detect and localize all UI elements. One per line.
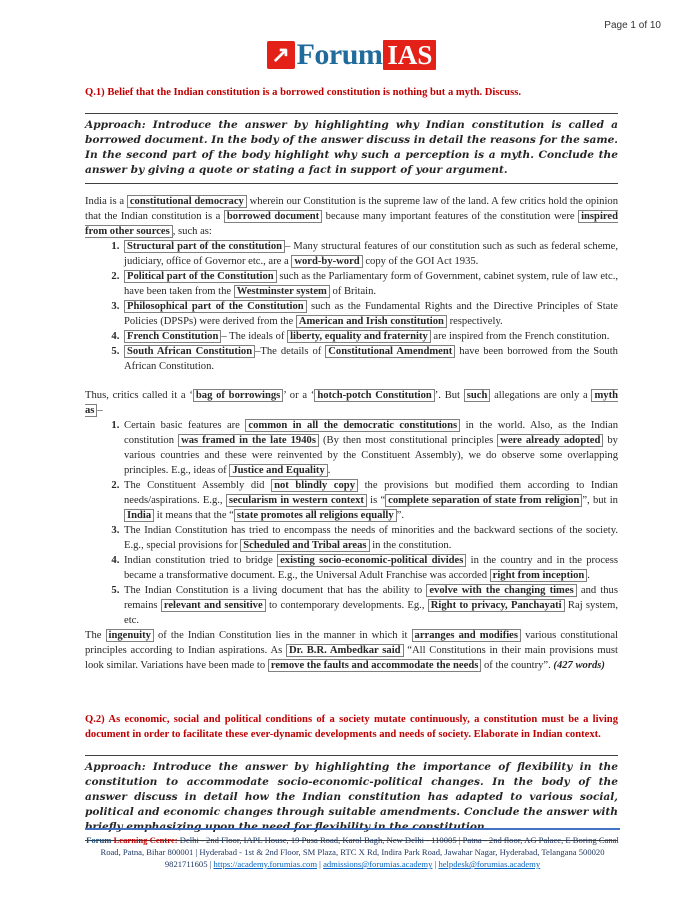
highlight-box: Structural part of the constitution: [124, 240, 285, 253]
text-segment: in the constitution.: [369, 540, 452, 551]
text-segment: |: [207, 859, 214, 869]
text-segment: , such as:: [172, 226, 212, 237]
text-segment: various constitutional principles according to Indian aspirations. As: [85, 630, 618, 656]
highlight-box: Dr. B.R. Ambedkar said: [286, 644, 404, 657]
text-segment: because many important features of the constitution were: [322, 211, 579, 222]
text-segment: Certain basic features are: [124, 420, 246, 431]
text-segment: 9821711605: [164, 859, 208, 869]
q1-borrowed-sources-list: [85, 239, 618, 374]
highlight-box: evolve with the changing times: [426, 584, 576, 597]
text-segment: “All Constitutions in their main provisions must look similar. Variations have been made to: [85, 645, 619, 671]
highlight-box: Scheduled and Tribal areas: [240, 539, 369, 552]
highlight-box: South African Constitution: [124, 345, 255, 358]
text-segment: such as the Fundamental Rights and the Directive Principles of State Policies (DPSPs) were derived from the: [124, 301, 618, 327]
text-segment: .: [587, 570, 590, 581]
highlight-box: right from inception: [490, 569, 588, 582]
text-segment: wherein our Constitution is the supreme law of the land. A few critics hold the opinion that the Indian constitution is a: [85, 196, 619, 222]
page-footer: [85, 828, 620, 870]
list-item: [122, 299, 618, 329]
highlight-box: French Constitution: [124, 330, 221, 343]
footer-contact-line: [85, 858, 620, 870]
text-segment: .: [327, 465, 331, 476]
list-item: [122, 239, 618, 269]
text-segment: in the world. Also, as the Indian constitution: [124, 420, 618, 446]
text-segment: Forum: [86, 835, 114, 845]
question-1-approach: Approach: Introduce the answer by highlighting why Indian constitution is called a borrowed document. In the body of the answer discuss in detail the reasons for the same. In the second part of the body highlight why such a perception is a myth. Conclude the answer by giving a quote or stating a fact in support of your argument.: [85, 113, 618, 184]
highlight-box: American and Irish constitution: [296, 315, 447, 328]
text-segment: such as the Parliamentary form of Government, cabinet system, rule of law etc., have been taken from the: [124, 271, 618, 297]
text-segment: (427 words): [553, 660, 605, 671]
text-segment: by various countries and these were reinvented by the Constituent Assembly), we do observe some overlapping principles. E.g., ideas of: [124, 435, 618, 476]
text-segment: Delhi - 2nd Floor, IAPL House, 19 Pusa Road, Karol Bagh, New Delhi - 110005 | Patna - 2nd floor, AG Palace, E Boring Canal Road, Patna, Bihar 800001 | Hyderabad - 1st & 2nd Floor, SM Plaza, RTC X Rd, Indira Park Road, Jawahar Nagar, Hyderabad, Telangana 500020: [100, 835, 619, 857]
footer-link[interactable]: helpdesk@forumias.academy: [438, 859, 541, 869]
section-gap: [85, 673, 618, 699]
text-segment: of the country”.: [481, 660, 554, 671]
text-segment: The Constituent Assembly did: [124, 480, 272, 491]
text-segment: are inspired from the French constitution.: [430, 331, 610, 342]
highlight-box: secularism in western context: [226, 494, 367, 507]
text-segment: India is a: [85, 196, 127, 207]
list-item: [122, 523, 618, 553]
highlight-box: bag of borrowings: [193, 389, 283, 402]
text-segment: it means that the “: [154, 510, 234, 521]
footer-link[interactable]: https://academy.forumias.com: [213, 859, 318, 869]
logo-ias-text: IAS: [383, 40, 436, 70]
text-segment: copy of the GOI Act 1935.: [362, 256, 479, 267]
highlight-box: was framed in the late 1940s: [178, 434, 319, 447]
highlight-box: Philosophical part of the Constitution: [124, 300, 307, 313]
forumias-logo: [85, 38, 618, 72]
text-segment: ”.: [396, 510, 404, 521]
highlight-box: relevant and sensitive: [161, 599, 266, 612]
text-segment: – The ideals of: [221, 331, 288, 342]
text-segment: to contemporary developments. Eg.,: [265, 600, 428, 611]
text-segment: Thus, critics called it a ‘: [85, 390, 193, 401]
highlight-box: borrowed document: [224, 210, 322, 223]
text-segment: The: [85, 630, 106, 641]
text-segment: ”, but in: [582, 495, 618, 506]
highlight-box: Right to privacy, Panchayati: [428, 599, 565, 612]
highlight-box: myth as: [85, 390, 619, 416]
text-segment: Raj system, etc.: [124, 600, 619, 626]
q1-thus-paragraph: [85, 388, 618, 418]
highlight-box: Westminster system: [234, 285, 330, 298]
page-indicator: Page 1 of 10: [604, 20, 661, 31]
text-segment: Learning Centre:: [113, 835, 178, 845]
list-item: [122, 418, 618, 478]
text-segment: –: [97, 405, 103, 416]
highlight-box: remove the faults and accommodate the needs: [268, 659, 482, 672]
highlight-box: existing socio-economic-political divides: [277, 554, 466, 567]
text-segment: allegations are only a: [490, 390, 592, 401]
q1-myth-reasons-list: [85, 418, 618, 628]
text-segment: (By then most constitutional principles: [318, 435, 498, 446]
text-segment: |: [317, 859, 324, 869]
text-segment: ’ or a ‘: [283, 390, 315, 401]
text-segment: of the Indian Constitution lies in the manner in which it: [153, 630, 412, 641]
list-item: [122, 478, 618, 523]
text-segment: have been borrowed from the South African Constitution.: [124, 346, 618, 372]
highlight-box: hotch-potch Constitution: [314, 389, 434, 402]
highlight-box: common in all the democratic constitutions: [245, 419, 460, 432]
text-segment: |: [432, 859, 439, 869]
highlight-box: not blindly copy: [271, 479, 358, 492]
highlight-box: liberty, equality and fraternity: [287, 330, 431, 343]
question-2-approach: Approach: Introduce the answer by highlighting the importance of flexibility in the constitution to accommodate socio-economic-political changes. In the body of the answer discuss in detail how the Indian constitution has adapted to various social, political and economic changes through suitable amendments. Conclude the answer with briefly emphasizing upon the need for flexibility in the constitution.: [85, 755, 618, 841]
highlight-box: state promotes all religions equally: [234, 509, 397, 522]
highlight-box: word-by-word: [291, 255, 362, 268]
question-1-heading: Q.1) Belief that the Indian constitution is a borrowed constitution is nothing but a myth. Discuss.: [85, 87, 521, 98]
list-item: [122, 553, 618, 583]
text-segment: –The details of: [255, 346, 326, 357]
text-segment: respectively.: [446, 316, 503, 327]
highlight-box: such: [464, 389, 491, 402]
text-segment: and thus remains: [124, 585, 618, 611]
text-segment: is “: [366, 495, 386, 506]
highlight-box: India: [124, 509, 154, 522]
highlight-box: constitutional democracy: [127, 195, 247, 208]
highlight-box: Political part of the Constitution: [124, 270, 277, 283]
list-item: [122, 344, 618, 374]
text-segment: – Many structural features of our constitution such as such as federal scheme, judiciary, office of Governor etc., are a: [124, 241, 618, 267]
highlight-box: Justice and Equality: [229, 464, 327, 477]
highlight-box: Constitutional Amendment: [325, 345, 455, 358]
list-item: [122, 329, 618, 344]
highlight-box: inspired from other sources: [85, 211, 618, 237]
highlight-box: complete separation of state from religion: [385, 494, 582, 507]
highlight-box: ingenuity: [106, 629, 154, 642]
text-segment: in the country and in the process became a transformative document. E.g., the Universal Adult Franchise was accorded: [124, 555, 618, 581]
text-segment: the provisions but modified them according to Indian needs/aspirations. E.g.,: [124, 480, 618, 506]
arrow-up-right-icon: ↗: [267, 41, 295, 69]
question-2-heading: Q.2) As economic, social and political conditions of a society mutate continuously, a constitution must be a living document in order to facilitate these ever-dynamic developments and needs of society. Elaborate in Indian context.: [85, 714, 618, 740]
list-item: [122, 583, 618, 628]
text-segment: Indian constitution tried to bridge: [124, 555, 278, 566]
highlight-box: were already adopted: [497, 434, 603, 447]
footer-address-line: [85, 834, 620, 858]
q1-conclusion-paragraph: [85, 628, 618, 673]
list-item: [122, 269, 618, 299]
q1-intro-paragraph: [85, 194, 618, 239]
footer-link[interactable]: admissions@forumias.academy: [323, 859, 433, 869]
logo-forum-text: Forum: [296, 38, 383, 71]
highlight-box: arranges and modifies: [412, 629, 521, 642]
text-segment: ’. But: [434, 390, 464, 401]
text-segment: The Indian Constitution is a living document that has the ability to: [124, 585, 427, 596]
text-segment: The Indian Constitution has tried to encompass the needs of minorities and the backward sections of the society. E.g., special provisions for: [124, 525, 618, 551]
text-segment: of Britain.: [329, 286, 377, 297]
